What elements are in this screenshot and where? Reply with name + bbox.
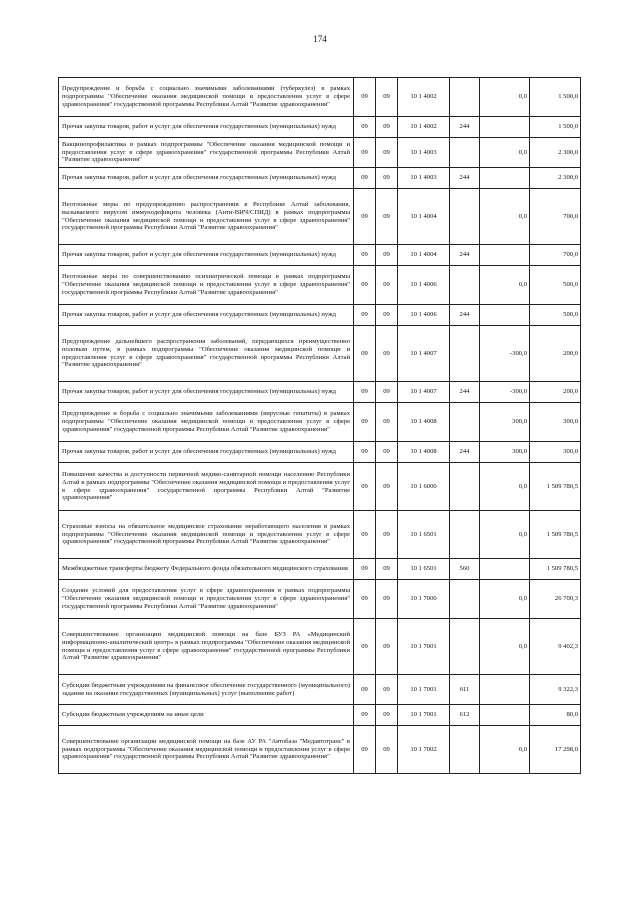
row-description: Предупреждение дальнейшего распространения заболеваний, передающихся преимущественно половым путем, в рамках подпрограммы "Обеспечение оказания медицинской помощи и предоставления услуг в сфере здравоохранения" государственной программы Республики Алтай "Развитие здравоохранения" bbox=[59, 326, 354, 382]
row-target-article-code: 10 1 6000 bbox=[398, 463, 450, 511]
row-total-amount: 700,0 bbox=[530, 189, 581, 245]
row-subsection-code: 09 bbox=[376, 726, 398, 774]
row-description: Создание условий для предоставления услуг в сфере здравоохранения в рамках подпрограммы "Обеспечение оказания медицинской помощи и предоставления услуг в сфере здравоохранения" государственной программы Республики Алтай "Развитие здравоохранения" bbox=[59, 580, 354, 619]
row-target-article-code: 10 1 4006 bbox=[398, 305, 450, 326]
row-change-amount: 0,0 bbox=[480, 580, 530, 619]
row-change-amount: 300,0 bbox=[480, 403, 530, 442]
row-total-amount: 500,0 bbox=[530, 305, 581, 326]
row-expense-type-code bbox=[450, 138, 480, 168]
row-change-amount bbox=[480, 245, 530, 266]
row-total-amount: 9 402,3 bbox=[530, 619, 581, 675]
table-row bbox=[59, 245, 581, 266]
row-change-amount bbox=[480, 168, 530, 189]
row-expense-type-code: 244 bbox=[450, 442, 480, 463]
row-total-amount: 200,0 bbox=[530, 382, 581, 403]
row-subsection-code: 09 bbox=[376, 463, 398, 511]
table-row bbox=[59, 326, 581, 382]
row-total-amount: 9 322,3 bbox=[530, 675, 581, 705]
row-section-code: 09 bbox=[354, 168, 376, 189]
row-section-code: 09 bbox=[354, 189, 376, 245]
table-row bbox=[59, 189, 581, 245]
row-section-code: 09 bbox=[354, 619, 376, 675]
row-target-article-code: 10 1 4004 bbox=[398, 189, 450, 245]
row-expense-type-code bbox=[450, 511, 480, 559]
row-change-amount: 0,0 bbox=[480, 189, 530, 245]
row-expense-type-code bbox=[450, 326, 480, 382]
row-expense-type-code: 244 bbox=[450, 117, 480, 138]
row-change-amount: -300,0 bbox=[480, 382, 530, 403]
table-row bbox=[59, 442, 581, 463]
row-subsection-code: 09 bbox=[376, 78, 398, 117]
row-section-code: 09 bbox=[354, 382, 376, 403]
row-section-code: 09 bbox=[354, 580, 376, 619]
row-subsection-code: 09 bbox=[376, 511, 398, 559]
row-section-code: 09 bbox=[354, 559, 376, 580]
row-expense-type-code bbox=[450, 78, 480, 117]
row-change-amount: 0,0 bbox=[480, 266, 530, 305]
row-target-article-code: 10 1 6501 bbox=[398, 511, 450, 559]
table-row bbox=[59, 559, 581, 580]
table-body bbox=[59, 78, 581, 774]
row-description: Субсидии бюджетным учреждениям на финансовое обеспечение государственного (муниципального) задания на оказание государственных (муниципальных) услуг (выполнение работ) bbox=[59, 675, 354, 705]
row-description: Страховые взносы на обязательное медицинское страхование неработающего населения в рамках подпрограммы "Обеспечение оказания медицинской помощи и предоставления услуг в сфере здравоохранения" государственной программы Республики Алтай "Развитие здравоохранения" bbox=[59, 511, 354, 559]
row-target-article-code: 10 1 4003 bbox=[398, 168, 450, 189]
row-target-article-code: 10 1 7000 bbox=[398, 580, 450, 619]
row-section-code: 09 bbox=[354, 78, 376, 117]
table-row bbox=[59, 726, 581, 774]
row-expense-type-code bbox=[450, 726, 480, 774]
row-subsection-code: 09 bbox=[376, 245, 398, 266]
row-expense-type-code bbox=[450, 580, 480, 619]
table-row bbox=[59, 266, 581, 305]
row-change-amount bbox=[480, 117, 530, 138]
row-section-code: 09 bbox=[354, 245, 376, 266]
row-description: Прочая закупка товаров, работ и услуг для обеспечения государственных (муниципальных) нужд bbox=[59, 245, 354, 266]
table-row bbox=[59, 138, 581, 168]
row-target-article-code: 10 1 4007 bbox=[398, 326, 450, 382]
row-total-amount: 1 500,0 bbox=[530, 78, 581, 117]
row-description: Субсидии бюджетным учреждениям на иные цели bbox=[59, 705, 354, 726]
row-expense-type-code: 244 bbox=[450, 168, 480, 189]
row-subsection-code: 09 bbox=[376, 619, 398, 675]
row-change-amount: 0,0 bbox=[480, 78, 530, 117]
row-subsection-code: 09 bbox=[376, 168, 398, 189]
row-expense-type-code bbox=[450, 463, 480, 511]
row-description: Повышение качества и доступности первичной медико-санитарной помощи населению Республики Алтай в рамках подпрограммы "Обеспечение оказания медицинской помощи и предоставления услуг в сфере здравоохранения" государственной программы Республики Алтай "Развитие здравоохранения" bbox=[59, 463, 354, 511]
row-change-amount: 0,0 bbox=[480, 619, 530, 675]
table-row bbox=[59, 382, 581, 403]
row-subsection-code: 09 bbox=[376, 403, 398, 442]
row-target-article-code: 10 1 4008 bbox=[398, 403, 450, 442]
row-total-amount: 1 509 780,5 bbox=[530, 559, 581, 580]
row-target-article-code: 10 1 7001 bbox=[398, 705, 450, 726]
row-target-article-code: 10 1 4003 bbox=[398, 138, 450, 168]
row-section-code: 09 bbox=[354, 138, 376, 168]
row-target-article-code: 10 1 4002 bbox=[398, 117, 450, 138]
row-total-amount: 500,0 bbox=[530, 266, 581, 305]
row-target-article-code: 10 1 7002 bbox=[398, 726, 450, 774]
row-target-article-code: 10 1 7001 bbox=[398, 675, 450, 705]
row-expense-type-code bbox=[450, 403, 480, 442]
row-subsection-code: 09 bbox=[376, 442, 398, 463]
row-subsection-code: 09 bbox=[376, 117, 398, 138]
row-description: Неотложные меры по совершенствованию психиатрической помощи в рамках подпрограммы "Обеспечение оказания медицинской помощи и предоставления услуг в сфере здравоохранения" государственной программы Республики Алтай "Развитие здравоохранения" bbox=[59, 266, 354, 305]
row-expense-type-code: 611 bbox=[450, 675, 480, 705]
page-number: 174 bbox=[313, 34, 327, 44]
row-total-amount: 300,0 bbox=[530, 403, 581, 442]
row-subsection-code: 09 bbox=[376, 326, 398, 382]
row-subsection-code: 09 bbox=[376, 675, 398, 705]
row-total-amount: 1 500,0 bbox=[530, 117, 581, 138]
row-change-amount: 0,0 bbox=[480, 463, 530, 511]
row-description: Совершенствование организации медицинской помощи на базе БУЗ РА «Медицинский информационно-аналитический центр» в рамках подпрограммы "Обеспечение оказания медицинской помощи и предоставления услуг в сфере здравоохранения" государственной программы Республики Алтай "Развитие здравоохранения" bbox=[59, 619, 354, 675]
table-row bbox=[59, 511, 581, 559]
row-subsection-code: 09 bbox=[376, 138, 398, 168]
row-section-code: 09 bbox=[354, 326, 376, 382]
table-row bbox=[59, 580, 581, 619]
table-row bbox=[59, 619, 581, 675]
row-change-amount: -300,0 bbox=[480, 326, 530, 382]
row-target-article-code: 10 1 4008 bbox=[398, 442, 450, 463]
row-description: Прочая закупка товаров, работ и услуг для обеспечения государственных (муниципальных) нужд bbox=[59, 305, 354, 326]
table-row bbox=[59, 705, 581, 726]
row-description: Вакцинопрофилактика в рамках подпрограммы "Обеспечение оказания медицинской помощи и предоставления услуг в сфере здравоохранения" государственной программы Республики Алтай "Развитие здравоохранения" bbox=[59, 138, 354, 168]
row-section-code: 09 bbox=[354, 511, 376, 559]
row-total-amount: 26 700,3 bbox=[530, 580, 581, 619]
row-total-amount: 17 298,0 bbox=[530, 726, 581, 774]
table-row bbox=[59, 117, 581, 138]
table-row bbox=[59, 305, 581, 326]
row-total-amount: 1 509 780,5 bbox=[530, 463, 581, 511]
table-row bbox=[59, 78, 581, 117]
row-section-code: 09 bbox=[354, 266, 376, 305]
row-description: Неотложные меры по предупреждению распространения в Республике Алтай заболевания, вызываемого вирусом иммунодефицита человека (Анти-ВИЧ/СПИД) в рамках подпрограммы "Обеспечение оказания медицинской помощи и предоставления услуг в сфере здравоохранения" государственной программы Республики Алтай "Развитие здравоохранения" bbox=[59, 189, 354, 245]
row-subsection-code: 09 bbox=[376, 580, 398, 619]
row-total-amount: 300,0 bbox=[530, 442, 581, 463]
budget-table bbox=[58, 77, 581, 774]
row-target-article-code: 10 1 7001 bbox=[398, 619, 450, 675]
row-expense-type-code: 612 bbox=[450, 705, 480, 726]
row-section-code: 09 bbox=[354, 403, 376, 442]
row-target-article-code: 10 1 4004 bbox=[398, 245, 450, 266]
row-total-amount: 2 300,0 bbox=[530, 138, 581, 168]
table-row bbox=[59, 463, 581, 511]
row-subsection-code: 09 bbox=[376, 189, 398, 245]
row-subsection-code: 09 bbox=[376, 705, 398, 726]
row-change-amount: 0,0 bbox=[480, 726, 530, 774]
table-row bbox=[59, 403, 581, 442]
row-description: Совершенствование организации медицинской помощи на базе АУ РА "Автобаза "Медавтотранс" в рамках подпрограммы "Обеспечение оказания медицинской помощи и предоставления услуг в сфере здравоохранения" государственной программы Республики Алтай "Развитие здравоохранения" bbox=[59, 726, 354, 774]
row-description: Предупреждение и борьба с социально значимыми заболеваниями (вирусные гепатиты) в рамках подпрограммы "Обеспечение оказания медицинской помощи и предоставления услуг в сфере здравоохранения" государственной программы Республики Алтай "Развитие здравоохранения" bbox=[59, 403, 354, 442]
row-change-amount: 0,0 bbox=[480, 138, 530, 168]
row-expense-type-code: 244 bbox=[450, 382, 480, 403]
row-description: Прочая закупка товаров, работ и услуг для обеспечения государственных (муниципальных) нужд bbox=[59, 382, 354, 403]
row-expense-type-code: 244 bbox=[450, 305, 480, 326]
row-section-code: 09 bbox=[354, 117, 376, 138]
row-section-code: 09 bbox=[354, 726, 376, 774]
row-description: Межбюджетные трансферты бюджету Федерального фонда обязательного медицинского страхования bbox=[59, 559, 354, 580]
row-target-article-code: 10 1 6501 bbox=[398, 559, 450, 580]
row-total-amount: 2 300,0 bbox=[530, 168, 581, 189]
row-change-amount bbox=[480, 675, 530, 705]
row-subsection-code: 09 bbox=[376, 305, 398, 326]
row-description: Прочая закупка товаров, работ и услуг для обеспечения государственных (муниципальных) нужд bbox=[59, 442, 354, 463]
row-change-amount: 300,0 bbox=[480, 442, 530, 463]
row-change-amount bbox=[480, 705, 530, 726]
row-section-code: 09 bbox=[354, 442, 376, 463]
row-target-article-code: 10 1 4006 bbox=[398, 266, 450, 305]
row-section-code: 09 bbox=[354, 675, 376, 705]
row-subsection-code: 09 bbox=[376, 559, 398, 580]
row-change-amount bbox=[480, 559, 530, 580]
row-subsection-code: 09 bbox=[376, 266, 398, 305]
table-row bbox=[59, 675, 581, 705]
row-expense-type-code: 244 bbox=[450, 245, 480, 266]
row-total-amount: 700,0 bbox=[530, 245, 581, 266]
row-section-code: 09 bbox=[354, 463, 376, 511]
row-change-amount: 0,0 bbox=[480, 511, 530, 559]
row-description: Предупреждение и борьба с социально значимыми заболеваниями (туберкулез) в рамках подпрограммы "Обеспечение оказания медицинской помощи и предоставления услуг в сфере здравоохранения" государственной программы Республики Алтай "Развитие здравоохранения" bbox=[59, 78, 354, 117]
row-target-article-code: 10 1 4002 bbox=[398, 78, 450, 117]
row-section-code: 09 bbox=[354, 305, 376, 326]
row-expense-type-code bbox=[450, 619, 480, 675]
row-expense-type-code bbox=[450, 189, 480, 245]
row-expense-type-code: 560 bbox=[450, 559, 480, 580]
row-target-article-code: 10 1 4007 bbox=[398, 382, 450, 403]
row-description: Прочая закупка товаров, работ и услуг для обеспечения государственных (муниципальных) нужд bbox=[59, 168, 354, 189]
row-section-code: 09 bbox=[354, 705, 376, 726]
row-total-amount: 80,0 bbox=[530, 705, 581, 726]
row-change-amount bbox=[480, 305, 530, 326]
row-description: Прочая закупка товаров, работ и услуг для обеспечения государственных (муниципальных) нужд bbox=[59, 117, 354, 138]
row-subsection-code: 09 bbox=[376, 382, 398, 403]
row-total-amount: 1 509 780,5 bbox=[530, 511, 581, 559]
table-row bbox=[59, 168, 581, 189]
row-total-amount: 200,0 bbox=[530, 326, 581, 382]
row-expense-type-code bbox=[450, 266, 480, 305]
